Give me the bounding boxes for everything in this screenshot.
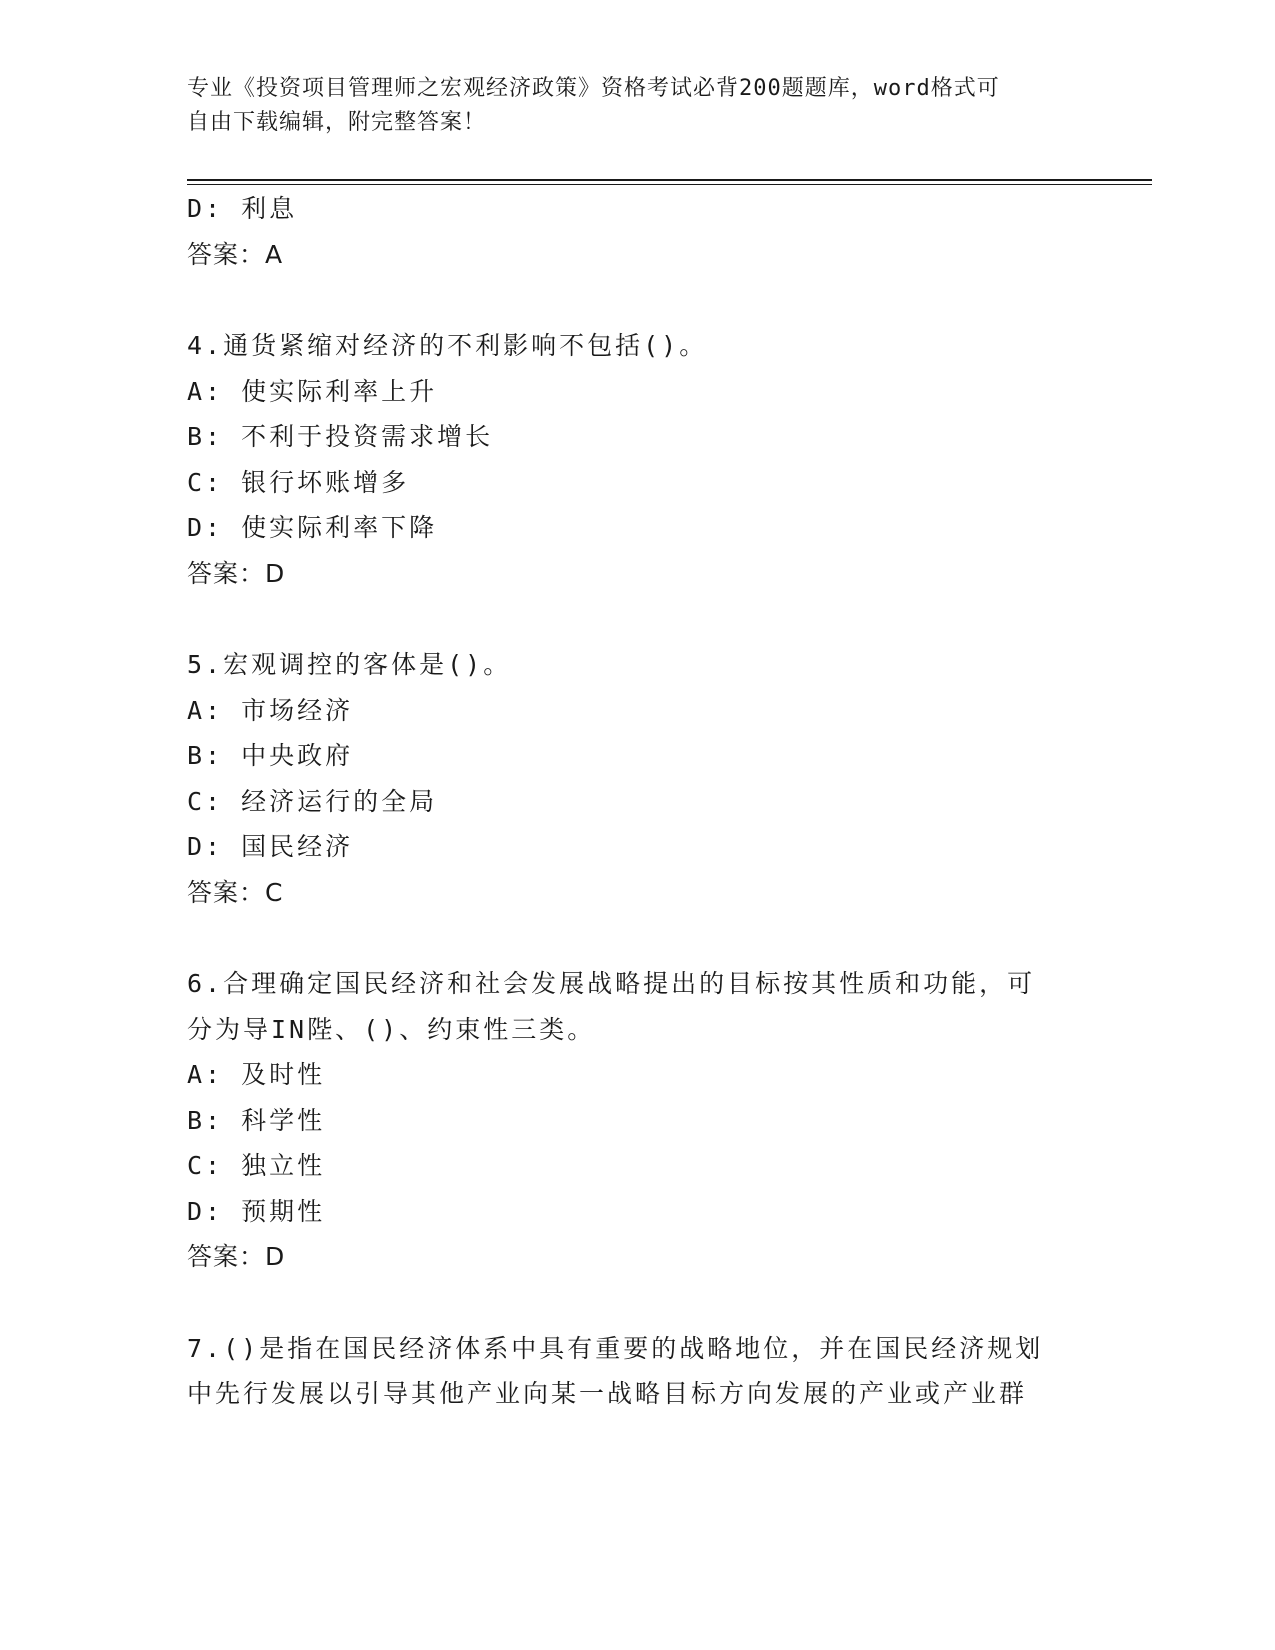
question-stem-line-2: 中先行发展以引导其他产业向某一战略目标方向发展的产业或产业群 — [187, 1379, 1028, 1408]
option-c: C: 经济运行的全局 — [187, 786, 438, 816]
question-stem: 4.通货紧缩对经济的不利影响不包括()。 — [187, 331, 708, 360]
option-a: A: 及时性 — [187, 1060, 326, 1089]
answer-line: 答案：C — [187, 877, 284, 907]
question-7 — [187, 1326, 1067, 1417]
option-b: B: 科学性 — [187, 1105, 326, 1135]
header-rule-thick — [187, 179, 1152, 181]
question-list — [187, 186, 1067, 1417]
question-5 — [187, 642, 1067, 915]
header-rule-thin — [187, 184, 1152, 185]
question-6 — [187, 961, 1067, 1280]
option-b: B: 中央政府 — [187, 741, 354, 770]
answer-line: 答案：A — [187, 239, 284, 269]
option-c: C: 银行坏账增多 — [187, 467, 410, 497]
option-d: D: 利息 — [187, 194, 298, 223]
answer-line: 答案：D — [187, 558, 286, 588]
header-line-1: 专业《投资项目管理师之宏观经济政策》资格考试必背200题题库，word格式可 — [187, 76, 1000, 101]
option-c: C: 独立性 — [187, 1151, 326, 1180]
header-line-2: 自由下载编辑，附完整答案！ — [187, 110, 487, 135]
option-d: D: 国民经济 — [187, 832, 354, 861]
option-d: D: 预期性 — [187, 1196, 326, 1226]
answer-line: 答案：D — [187, 1242, 286, 1271]
question-stem-line-1: 7.()是指在国民经济体系中具有重要的战略地位，并在国民经济规划 — [187, 1333, 1044, 1363]
document-header — [187, 72, 1067, 140]
question-stem: 5.宏观调控的客体是()。 — [187, 650, 512, 679]
question-stem-line-1: 6.合理确定国民经济和社会发展战略提出的目标按其性质和功能，可 — [187, 969, 1036, 998]
previous-question-tail — [187, 186, 1067, 277]
question-stem-line-2: 分为导IN陛、()、约束性三类。 — [187, 1014, 596, 1044]
question-4 — [187, 323, 1067, 596]
option-a: A: 市场经济 — [187, 695, 354, 725]
option-b: B: 不利于投资需求增长 — [187, 422, 494, 451]
option-d: D: 使实际利率下降 — [187, 513, 438, 542]
option-a: A: 使实际利率上升 — [187, 376, 438, 406]
